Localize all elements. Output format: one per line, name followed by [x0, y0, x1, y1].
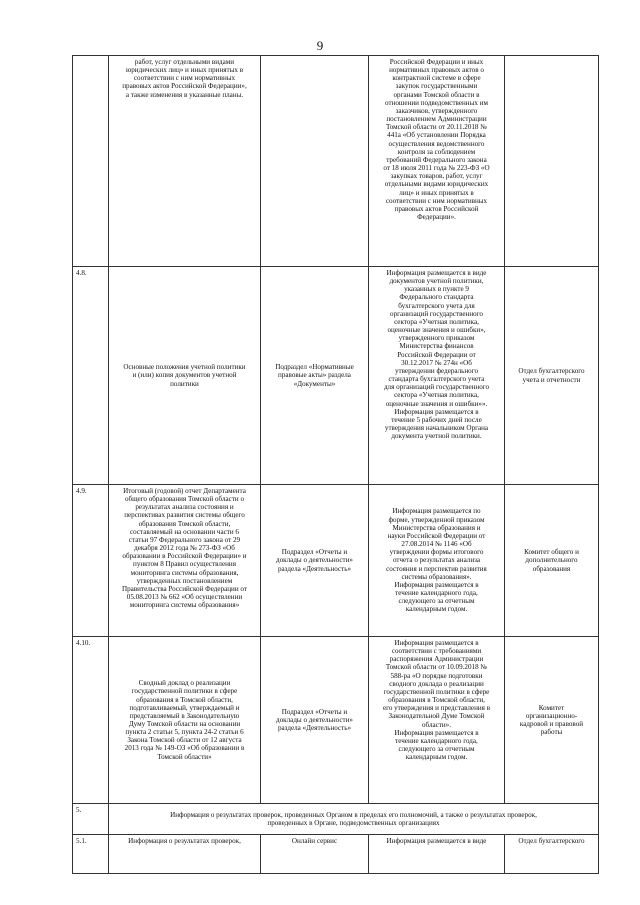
requirements-cell: Информация размещается в соответствии с требованиями распоряжения Администрации Томской области от 10.09.2018 № 588-ра «О порядке подготовки сводного доклада о реализации государственной политики в сфере образования в Томской области, его утверждения и представления в Законодательной Думе Томской области». Информация размещается в течение календарного года, следующего за отчетным календарным годом. [369, 637, 505, 804]
responsible-cell: Комитет организационно- кадровой и правовой работы [505, 637, 599, 804]
row-number: 4.8. [73, 267, 109, 485]
placement-cell: Подраздел «Отчеты и доклады о деятельности» раздела «Деятельность» [261, 637, 369, 804]
placement-cell [261, 56, 369, 267]
info-name-cell: Итоговый (годовой) отчет Департамента общего образования Томской области о результатах анализа состояния и перспективах развития системы общего образования Томской области, составляемый на основании части 6 статьи 97 Федерального закона от 29 декабря 2012 года № 273-ФЗ «Об образовании в Российской Федерации» и пунктом 8 Правил осуществления мониторинга системы образования, утвержденных постановлением Правительства Российской Федерации от 05.08.2013 № 662 «Об осуществлении мониторинга системы образования» [109, 485, 261, 637]
table-row [73, 56, 599, 267]
table-row [73, 485, 599, 637]
placement-cell: Онлайн сервис [261, 835, 369, 874]
info-name-cell: Информация о результатах проверок, [109, 835, 261, 874]
placement-cell: Подраздел «Отчеты и доклады о деятельности» раздела «Деятельность» [261, 485, 369, 637]
requirements-cell: Информация размещается в виде [369, 835, 505, 874]
document-table [72, 55, 599, 874]
responsible-cell: Отдел бухгалтерского учета и отчетности [505, 267, 599, 485]
info-name-cell: Основные положения учетной политики и (или) копия документов учетной политики [109, 267, 261, 485]
requirements-cell: Информация размещается в виде документов учетной политики, указанных в пункте 9 Федерального стандарта бухгалтерского учета для организаций государственного сектора «Учетная политика, оценочные значения и ошибки», утвержденного приказом Министерства финансов Российской Федерации от 30.12.2017 № 274н «Об утверждении федерального стандарта бухгалтерского учета для организаций государственного сектора «Учетная политика, оценочные значения и ошибки»». Информация размещается в течение 5 рабочих дней после утверждения начальником Органа документа учетной политики. [369, 267, 505, 485]
row-number: 5.1. [73, 835, 109, 874]
section-header-row [73, 804, 599, 835]
table-row [73, 637, 599, 804]
info-name-cell: работ, услуг отдельными видами юридических лиц» и иных принятых в соответствии с ним нормативных правовых актов Российской Федерации», а также изменения в указанные планы. [109, 56, 261, 267]
table-row [73, 267, 599, 485]
table-row [73, 835, 599, 874]
page-number: 9 [316, 38, 324, 53]
responsible-cell: Отдел бухгалтерского [505, 835, 599, 874]
requirements-cell: Информация размещается по форме, утвержденной приказом Министерства образования и науки Российской Федерации от 27.08.2014 № 1146 «Об утверждении формы итогового отчета о результатах анализа состояния и перспектив развития системы образования». Информация размещается в течение календарного года, следующего за отчетным календарным годом. [369, 485, 505, 637]
placement-cell: Подраздел «Нормативные правовые акты» раздела «Документы» [261, 267, 369, 485]
row-number: 5. [73, 804, 109, 835]
responsible-cell: Комитет общего и дополнительного образования [505, 485, 599, 637]
row-number [73, 56, 109, 267]
info-name-cell: Сводный доклад о реализации государственной политики в сфере образования в Томской области, подготавливаемый, утверждаемый и представляемый в Законодательную Думу Томской области на основании пункта 2 статьи 5, пункта 24-2 статьи 6 Закона Томской области от 12 августа 2013 года № 149-ОЗ «Об образовании в Томской области» [109, 637, 261, 804]
requirements-cell: Российской Федерации и иных нормативных правовых актов о контрактной системе в сфере закупок государственными органами Томской области в отношении подведомственных им заказчиков, утвержденного постановлением Администрации Томской области от 20.11.2018 № 441а «Об установлении Порядка осуществления ведомственного контроля за соблюдением требований Федерального закона от 18 июля 2011 года № 223-ФЗ «О закупках товаров, работ, услуг отдельными видами юридических лиц» и иных принятых в соответствии с ним нормативных правовых актов Российской Федерации». [369, 56, 505, 267]
row-number: 4.10. [73, 637, 109, 804]
row-number: 4.9. [73, 485, 109, 637]
responsible-cell [505, 56, 599, 267]
section-title: Информация о результатах проверок, проведенных Органом в пределах его полномочий, а также о результатах проверок, проведенных в Органе, подведомственных организациях [109, 804, 599, 835]
